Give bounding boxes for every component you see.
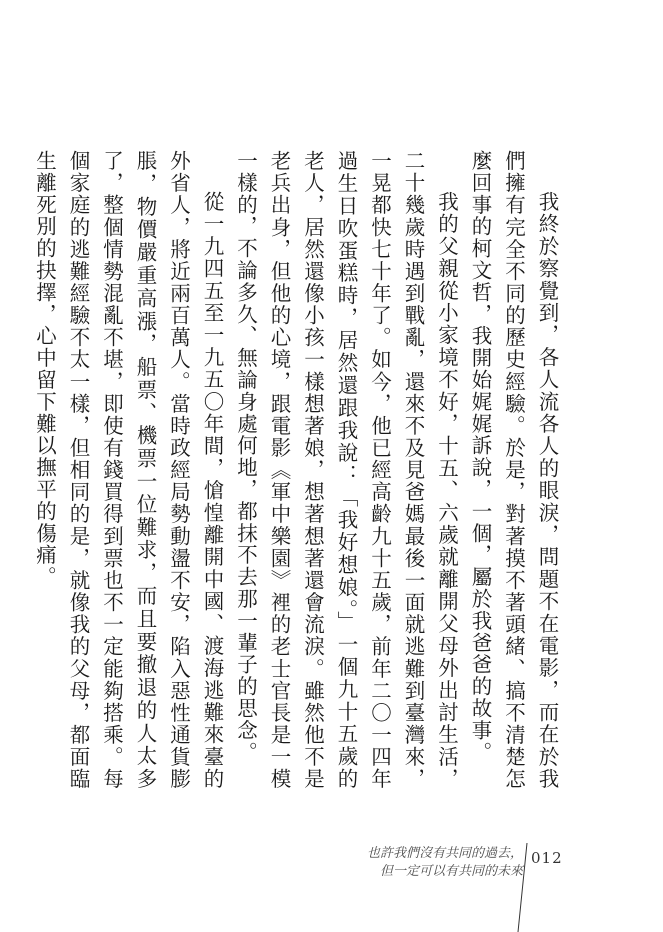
page-number: 012 bbox=[531, 849, 563, 867]
paragraph-3: 從一九四五至一九五〇年間，愴惶離開中國、渡海逃難來臺的外省人，將近兩百萬人。當時政經局勢動盪不安，陷入惡性通貨膨脹，物價嚴重高漲，船票、機票一位難求，而且要撤退的人太多了，整個情勢混亂不堪，即使有錢買得到票也不一定能夠搭乘。每個家庭的逃難經驗不太一樣，但相同的是，就像我的父母，都面臨生離死別的抉擇，心中留下難以撫平的傷痛。 bbox=[32, 150, 224, 790]
footer-quote-line-2: 但一定可以有共同的未來 bbox=[379, 864, 523, 879]
footer-quote-line-1: 也許我們沒有共同的過去， bbox=[366, 846, 523, 861]
paragraph-1: 我終於察覺到，各人流各人的眼淚，問題不在電影，而在於我們擁有完全不同的歷史經驗。於是，對著摸不著頭緒、搞不清楚怎麼回事的柯文哲，我開始娓娓訴說，一個，屬於我爸爸的故事。 bbox=[468, 150, 559, 790]
paragraph-2: 我的父親從小家境不好，十五、六歲就離開父母外出討生活，二十幾歲時遇到戰亂，還來不及見爸媽最後一面就逃難到臺灣來，一晃都快七十年了。如今，他已經高齡九十五歲，前年二〇一四年過生日吹蛋糕時，居然還跟我說：「我好想娘。」一個九十五歲的老人，居然還像小孩一樣想著娘，想著想著還會流淚。雖然他不是老兵出身，但他的心境，跟電影《軍中樂園》裡的老士官長是一模一樣的，不論多久、無論身處何地，都抹不去那一輩子的思念。 bbox=[233, 150, 459, 790]
